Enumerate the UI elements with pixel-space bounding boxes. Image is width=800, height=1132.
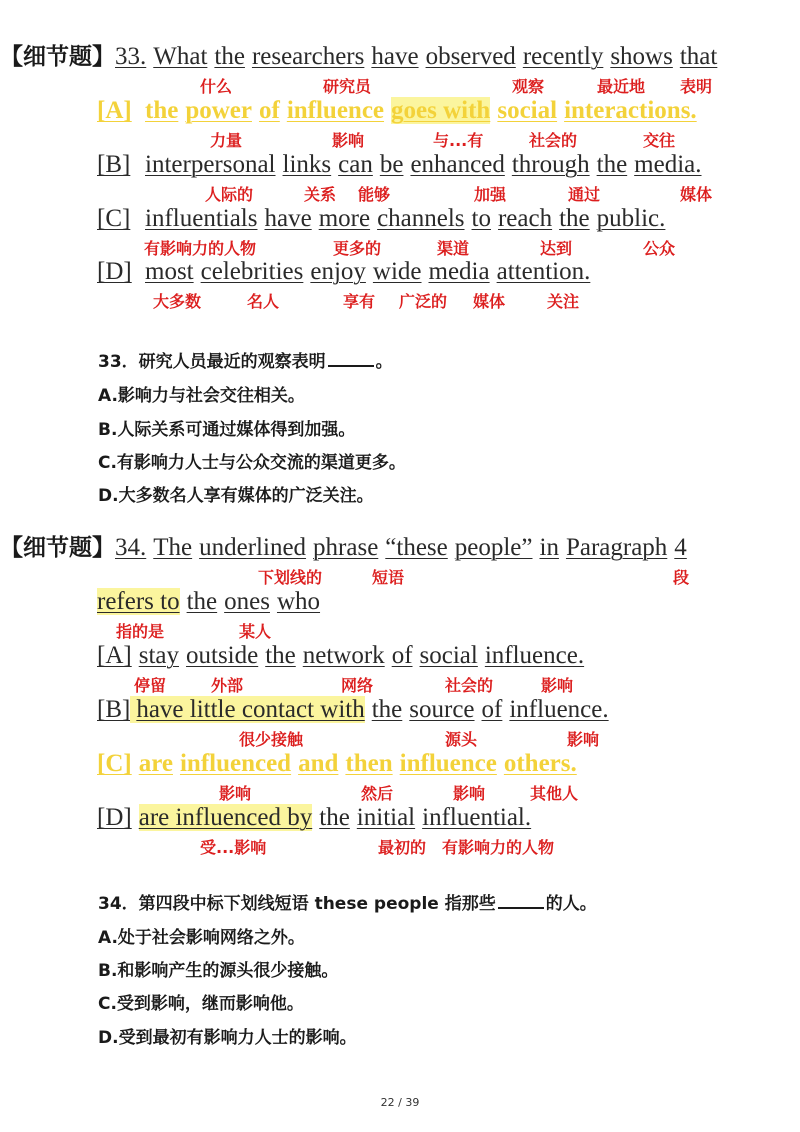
option-word: have xyxy=(264,205,312,232)
option-word: influentials xyxy=(145,205,258,232)
option-word: of xyxy=(481,696,503,723)
option-word: then xyxy=(345,750,393,777)
option-word: wide xyxy=(372,258,422,285)
option-word: the xyxy=(371,696,403,723)
option-word: influence xyxy=(286,97,385,124)
gloss-observed: 观察 xyxy=(512,77,545,96)
stem-word: have xyxy=(371,43,419,70)
gloss-underlined: 下划线的 xyxy=(258,568,323,587)
option-letter: [A] xyxy=(97,97,132,124)
gloss: 享有 xyxy=(343,292,376,311)
highlighted-phrase: are influenced by xyxy=(138,804,313,831)
gloss: 名人 xyxy=(247,292,280,311)
q34-stem-line-2 xyxy=(97,586,320,618)
q34-option-a xyxy=(97,640,584,672)
option-word: network xyxy=(302,642,385,669)
gloss: 能够 xyxy=(358,185,391,204)
option-word: influential. xyxy=(422,804,532,831)
option-word: enhanced xyxy=(410,151,505,178)
option-word: of xyxy=(258,97,280,124)
option-word: influenced xyxy=(179,750,292,777)
stem-word: What xyxy=(153,43,208,70)
option-word: outside xyxy=(186,642,259,669)
highlighted-phrase: have little contact with xyxy=(130,696,364,723)
q33-cn-stem: 33．研究人员最近的观察表明 。 xyxy=(98,352,393,372)
q34-option-b xyxy=(97,694,609,726)
option-word: enjoy xyxy=(310,258,366,285)
page-separator: / xyxy=(398,1096,402,1109)
gloss: 影响 xyxy=(453,784,486,803)
q33-cn-option-b: B.人际关系可通过媒体得到加强。 xyxy=(98,420,356,440)
option-word: the xyxy=(265,642,296,669)
gloss: 关注 xyxy=(547,292,580,311)
gloss: 网络 xyxy=(341,676,374,695)
stem-word: shows xyxy=(610,43,673,70)
option-word: influence xyxy=(399,750,497,777)
stem-word: the xyxy=(186,588,218,615)
stem-word: ones xyxy=(224,588,270,615)
page-number xyxy=(0,1096,800,1109)
q33-cn-option-d: D.大多数名人享有媒体的广泛关注。 xyxy=(98,486,374,506)
gloss: 某人 xyxy=(239,622,272,641)
q33-option-c xyxy=(97,203,665,235)
gloss: 最初的 xyxy=(378,838,427,857)
option-word: the xyxy=(596,151,628,178)
stem-word: The xyxy=(153,534,193,561)
gloss: 媒体 xyxy=(473,292,506,311)
gloss: 受...影响 xyxy=(200,838,267,857)
q33-cn-option-a: A.影响力与社会交往相关。 xyxy=(98,386,305,406)
stem-word: “these xyxy=(385,534,448,561)
option-word: to xyxy=(471,205,491,232)
gloss: 停留 xyxy=(134,676,167,695)
q34-number: 34. xyxy=(115,534,147,561)
q34-option-d xyxy=(97,802,531,834)
option-word: source xyxy=(409,696,475,723)
option-word: more xyxy=(318,205,371,232)
gloss: 渠道 xyxy=(437,239,470,258)
gloss: 外部 xyxy=(211,676,244,695)
stem-word: researchers xyxy=(251,43,365,70)
option-word: attention. xyxy=(496,258,591,285)
gloss: 广泛的 xyxy=(399,292,448,311)
option-letter: [C] xyxy=(97,205,131,232)
q34-cn-option-a: A.处于社会影响网络之外。 xyxy=(98,928,305,948)
gloss: 大多数 xyxy=(153,292,202,311)
option-word: the xyxy=(145,97,179,124)
q34-cn-option-c: C.受到影响，继而影响他。 xyxy=(98,994,304,1014)
option-word: social xyxy=(419,642,478,669)
total-pages: 39 xyxy=(405,1096,420,1109)
gloss: 社会的 xyxy=(529,131,578,150)
gloss: 媒体 xyxy=(680,185,713,204)
option-letter: [A] xyxy=(97,642,132,669)
option-word: through xyxy=(511,151,590,178)
gloss-paragraph: 段 xyxy=(673,568,690,587)
gloss: 其他人 xyxy=(530,784,579,803)
gloss-researchers: 研究员 xyxy=(323,77,372,96)
q34-stem-line xyxy=(0,532,687,564)
stem-word: phrase xyxy=(313,534,379,561)
option-letter: [B] xyxy=(97,696,131,723)
gloss: 源头 xyxy=(445,730,478,749)
stem-word: people” xyxy=(454,534,533,561)
stem-word: 4 xyxy=(674,534,687,561)
option-word: public. xyxy=(596,205,666,232)
stem-word: the xyxy=(214,43,245,70)
option-word: interactions. xyxy=(564,97,697,124)
highlighted-phrase: goes with xyxy=(391,97,491,124)
q33-option-b xyxy=(97,149,702,181)
gloss: 力量 xyxy=(210,131,243,150)
gloss: 影响 xyxy=(567,730,600,749)
stem-word: recently xyxy=(522,43,604,70)
gloss: 关系 xyxy=(304,185,337,204)
gloss: 指的是 xyxy=(116,622,165,641)
option-word: the xyxy=(559,205,590,232)
gloss: 然后 xyxy=(361,784,394,803)
q34-cn-option-d: D.受到最初有影响力人士的影响。 xyxy=(98,1028,357,1048)
gloss: 社会的 xyxy=(445,676,494,695)
option-word: can xyxy=(338,151,373,178)
gloss: 人际的 xyxy=(205,185,254,204)
q34-cn-option-b: B.和影响产生的源头很少接触。 xyxy=(98,961,339,981)
current-page: 22 xyxy=(380,1096,395,1109)
gloss-recently: 最近地 xyxy=(597,77,646,96)
option-word: and xyxy=(298,750,339,777)
q34-option-c xyxy=(97,748,577,780)
gloss: 通过 xyxy=(568,185,601,204)
stem-word: in xyxy=(539,534,559,561)
option-letter: [D] xyxy=(97,258,132,285)
option-word: most xyxy=(145,258,194,285)
stem-word: Paragraph xyxy=(565,534,668,561)
answer-blank xyxy=(328,351,374,367)
gloss: 影响 xyxy=(219,784,252,803)
gloss-phrase: 短语 xyxy=(372,568,405,587)
gloss: 更多的 xyxy=(333,239,382,258)
gloss: 影响 xyxy=(541,676,574,695)
q33-option-a xyxy=(97,95,697,127)
gloss: 有影响力的人物 xyxy=(442,838,555,857)
gloss: 很少接触 xyxy=(239,730,304,749)
option-word: social xyxy=(497,97,558,124)
option-word: the xyxy=(319,804,350,831)
option-word: are xyxy=(138,750,173,777)
gloss-what: 什么 xyxy=(200,77,233,96)
option-word: media xyxy=(428,258,490,285)
gloss: 加强 xyxy=(474,185,507,204)
option-word: media. xyxy=(634,151,702,178)
gloss: 与...有 xyxy=(433,131,484,150)
q33-option-d xyxy=(97,256,590,288)
gloss-shows: 表明 xyxy=(680,77,713,96)
option-word: stay xyxy=(138,642,179,669)
q33-cn-option-c: C.有影响力人士与公众交流的渠道更多。 xyxy=(98,453,406,473)
gloss: 达到 xyxy=(540,239,573,258)
option-letter: [C] xyxy=(97,750,132,777)
stem-word: that xyxy=(679,43,718,70)
answer-blank xyxy=(498,893,544,909)
option-word: channels xyxy=(377,205,465,232)
question-type-tag: 【细节题】 xyxy=(0,535,115,561)
option-word: celebrities xyxy=(200,258,304,285)
gloss: 交往 xyxy=(643,131,676,150)
stem-word: observed xyxy=(425,43,516,70)
option-word: be xyxy=(379,151,404,178)
option-word: initial xyxy=(356,804,416,831)
question-type-tag: 【细节题】 xyxy=(0,44,115,70)
gloss: 公众 xyxy=(643,239,676,258)
stem-word: who xyxy=(276,588,321,615)
option-letter: [B] xyxy=(97,151,131,178)
option-word: influence. xyxy=(509,696,609,723)
option-word: others. xyxy=(503,750,577,777)
option-word: of xyxy=(391,642,413,669)
stem-word: underlined xyxy=(199,534,307,561)
q34-cn-stem: 34．第四段中标下划线短语 these people 指那些 的人。 xyxy=(98,894,597,914)
highlighted-phrase: refers to xyxy=(97,588,180,615)
q33-stem-line xyxy=(0,41,717,73)
gloss: 有影响力的人物 xyxy=(144,239,257,258)
option-word: links xyxy=(282,151,332,178)
option-word: interpersonal xyxy=(145,151,276,178)
option-word: influence. xyxy=(484,642,585,669)
gloss: 影响 xyxy=(332,131,365,150)
option-word: power xyxy=(185,97,252,124)
q33-number: 33. xyxy=(115,43,147,70)
option-letter: [D] xyxy=(97,804,132,831)
option-word: reach xyxy=(497,205,553,232)
